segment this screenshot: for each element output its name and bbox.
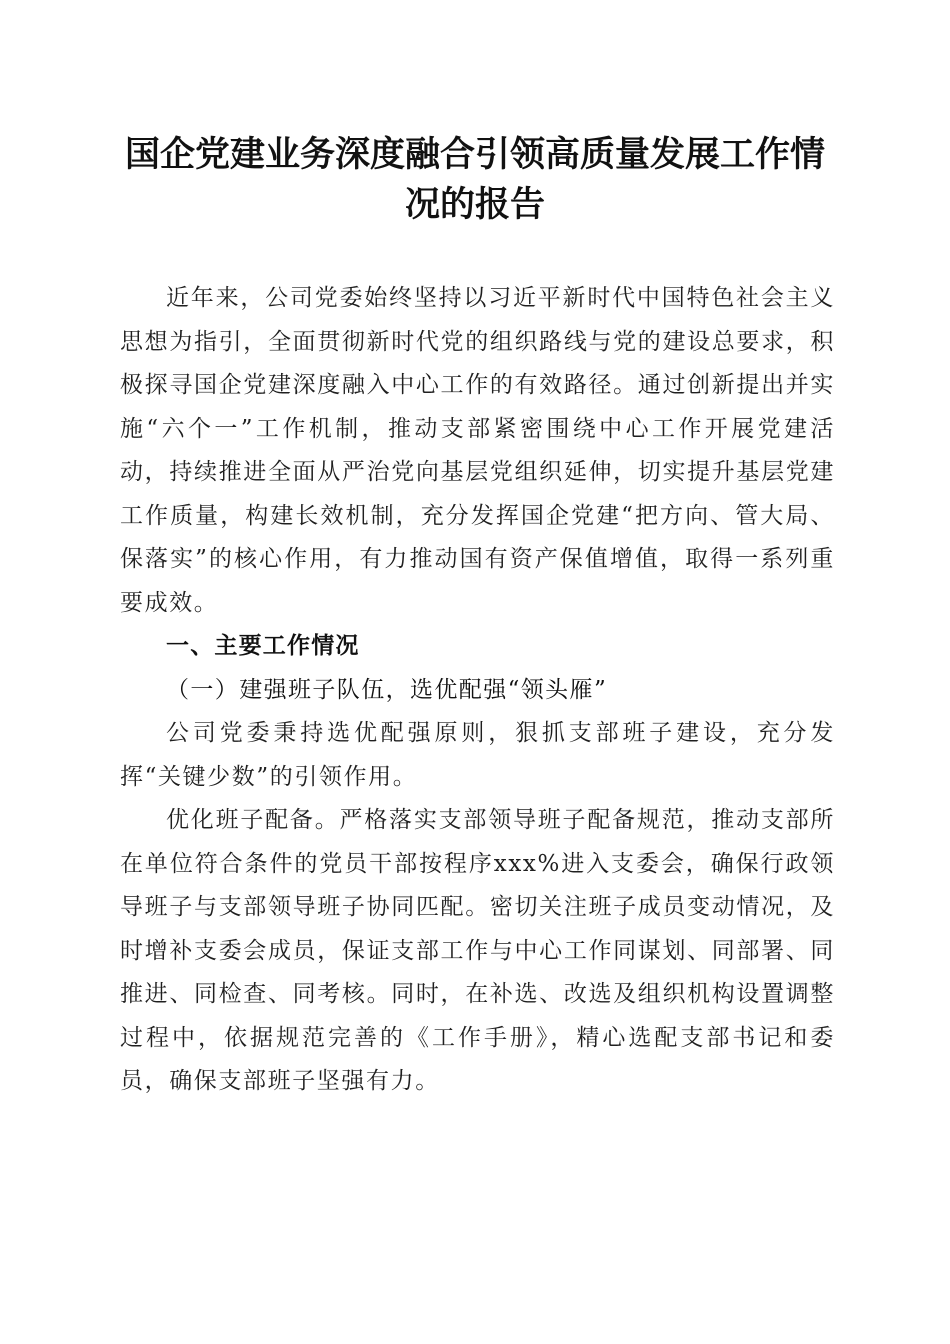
intro-paragraph: 近年来，公司党委始终坚持以习近平新时代中国特色社会主义思想为指引，全面贯彻新时代党的组织路线与党的建设总要求，积极探寻国企党建深度融入中心工作的有效路径。通过创新提出并实施“六个一”工作机制，推动支部紧密围绕中心工作开展党建活动，持续推进全面从严治党向基层党组织延伸，切实提升基层党建工作质量，构建长效机制，充分发挥国企党建“把方向、管大局、保落实”的核心作用，有力推动国有资产保值增值，取得一系列重要成效。: [120, 285, 835, 616]
section-heading-main-work: 一、主要工作情况: [166, 633, 360, 659]
subsection-intro-paragraph: 公司党委秉持选优配强原则，狠抓支部班子建设，充分发挥“关键少数”的引领作用。: [120, 720, 835, 790]
document-body: [120, 277, 835, 1104]
optimize-team-paragraph: 优化班子配备。严格落实支部领导班子配备规范，推动支部所在单位符合条件的党员干部按程序xxx%进入支委会，确保行政领导班子与支部领导班子协同匹配。密切关注班子成员变动情况，及时增补支委会成员，保证支部工作与中心工作同谋划、同部署、同推进、同检查、同考核。同时，在补选、改选及组织机构设置调整过程中，依据规范完善的《工作手册》，精心选配支部书记和委员，确保支部班子坚强有力。: [120, 807, 835, 1094]
title-line-1: 国企党建业务深度融合引领高质量发展工作情: [124, 135, 825, 175]
document-title: [100, 130, 850, 230]
title-line-2: 况的报告: [404, 185, 545, 225]
subsection-heading-team-building: （一）建强班子队伍，选优配强“领头雁”: [166, 676, 608, 703]
